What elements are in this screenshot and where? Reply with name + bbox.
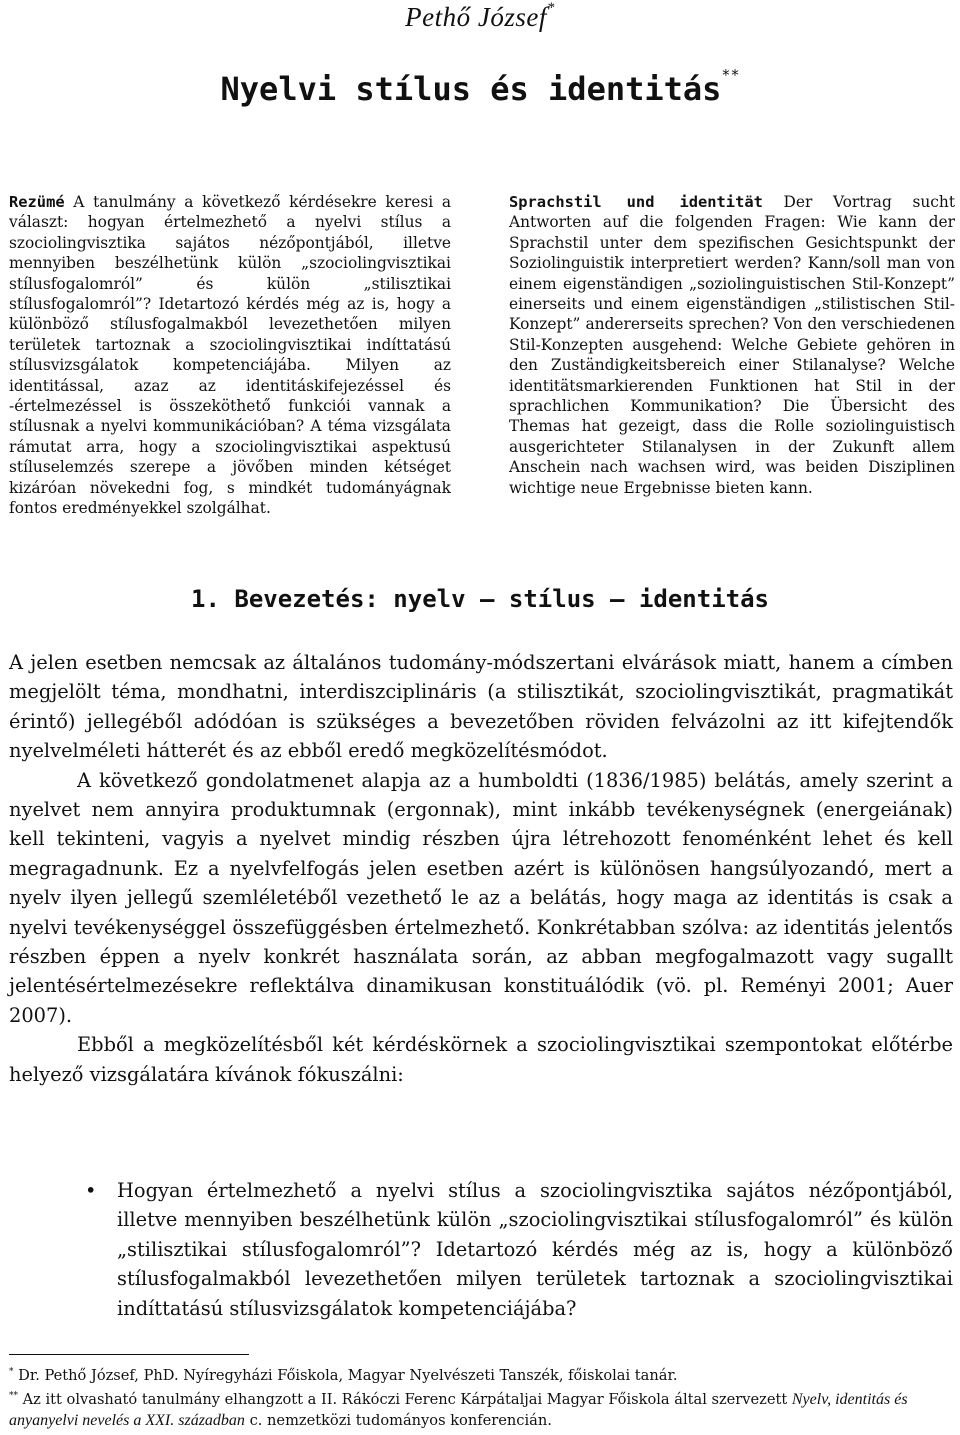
abstract-hu-label: Rezümé [9,193,65,211]
paragraph: A következő gondolatmenet alapja az a humboldti (1836/1985) belátás, amely szerint a nyelvet nem annyira produktumnak (ergonnak), mint inkább tevékenységnek (energeiának) kell tekinteni, vagyis a nyelvet mindig részben újra létrehozott fenoménként lehet és kell megragadnunk. Ez a nyelvfelfogás jelen esetben azért is különösen hangsúlyozandó, mert a nyelv ilyen jellegű szemléletéből vezethető le az a belátás, hogy maga az identitás is csak a nyelvi tevékenységgel összefüggésben értelmezhető. Konkrétabban szólva: az identitás jelentős részben éppen a nyelv konkrét használata során, az abban megfogalmazott vagy sugallt jelentésértelmezésekre reflektálva dinamikusan konstituálódik (vö. pl. Reményi 2001; Auer 2007). [9,768,953,1027]
author-name [0,2,960,33]
footnote [9,1362,953,1386]
footnote-text: Az itt olvasható tanulmány elhangzott a II. Rákóczi Ferenc Kárpátaljai Magyar Főiskola által szervezett [18,1390,792,1408]
author-footnote-mark: * [546,0,555,16]
abstract-german [509,192,955,498]
abstract-de-text: Der Vortrag sucht Antworten auf die folgenden Fragen: Wie kann der Sprachstil unter dem spezifischen Gesichtspunkt der Soziolinguistik interpretiert werden? Kann/soll man von einem eigenständigen „soziolinguistischen Stil-Konzept” einerseits und einem eigenständigen „stilistischen Stil-Konzept” andererseits sprechen? Von den verschiedenen Stil-Konzepten ausgehend: Welche Gebiete gehören in den Zuständigkeitsbereich einer Stilanalyse? Welche identitätsmarkierenden Funktionen hat Stil in der sprachlichen Kommunikation? Die Übersicht des Themas hat gezeigt, dass die Rolle soziolinguistisch ausgerichteter Stilanalysen in der Zukunft allem Anschein nach wachsen wird, was beiden Disziplinen wichtige neue Ergebnisse bieten kann. [509,193,955,497]
footnote-mark: ** [9,1390,18,1401]
abstract-de-label: Sprachstil und identität [509,193,763,211]
paper-title [0,66,960,108]
abstract-hungarian [9,192,451,519]
footnotes [9,1362,953,1431]
footnote-tail: c. nemzetközi tudományos konferencián. [244,1411,552,1429]
paragraph: Ebből a megközelítésből két kérdéskörnek a szociolingvisztikai szempontokat előtérbe helyező vizsgálatára kívánok fókuszálni: [9,1033,953,1086]
conference-title: Nyelv, identitás és anyanyelvi nevelés a XXI. században [9,1390,908,1429]
section-heading: 1. Bevezetés: nyelv – stílus – identitás [191,585,769,613]
list-item [85,1176,953,1323]
title-footnote-mark: ** [721,66,740,84]
footnote-text: Dr. Pethő József, PhD. Nyíregyházi Főiskola, Magyar Nyelvészeti Tanszék, főiskolai tanár. [13,1366,678,1384]
author-text: Pethő József [405,2,547,32]
footnote [9,1386,953,1431]
question-list [85,1176,953,1323]
title-text: Nyelvi stílus és identitás [220,70,722,108]
bullet-icon: • [85,1179,97,1202]
abstract-hu-text: A tanulmány a következő kérdésekre keresi a választ: hogyan értelmezhető a nyelvi stílus a szociolingvisztika sajátos nézőpontjából, illetve mennyiben beszélhetünk külön „szociolingvisztikai stílusfogalomról” és külön „stilisztikai stílusfogalomról”? Idetartozó kérdés még az is, hogy a különböző stílusfogalmakból levezethetően milyen területek tartoznak a szociolingvisztikai indíttatású stílusvizsgálatok kompetenciájába. Milyen az identitással, azaz az identitáskifejezéssel és -értelmezéssel is összeköthető funkciói vannak a stílusnak a nyelvi kommunikációban? A téma vizsgálata rámutat arra, hogy a szociolingvisztikai aspektusú stíluselemzés szerepe a jövőben minden kétséget kizáróan növekedni fog, s mindkét tudományágnak fontos eredményekkel szolgálhat. [9,193,451,518]
footnote-mark: * [9,1367,14,1377]
section-body [9,648,953,1089]
list-item-text: Hogyan értelmezhető a nyelvi stílus a szociolingvisztika sajátos nézőpontjából, illetve mennyiben beszélhetünk külön „szociolingvisztikai stílusfogalomról” és külön „stilisztikai stílusfogalomról”? Idetartozó kérdés még az is, hogy a különböző stílusfogalmakból levezethetően milyen területek tartoznak a szociolingvisztikai indíttatású stílusvizsgálatok kompetenciájába? [117,1179,953,1320]
footnote-divider [9,1354,249,1355]
paragraph: A jelen esetben nemcsak az általános tudomány-módszertani elvárások miatt, hanem a címben megjelölt téma, mondhatni, interdiszciplináris (a stilisztikát, szociolingvisztikát, pragmatikát érintő) jellegéből adódóan is szükséges a bevezetőben röviden felvázolni az itt kifejtendők nyelvelméleti hátterét és az ebből eredő megközelítésmódot. [9,651,953,763]
